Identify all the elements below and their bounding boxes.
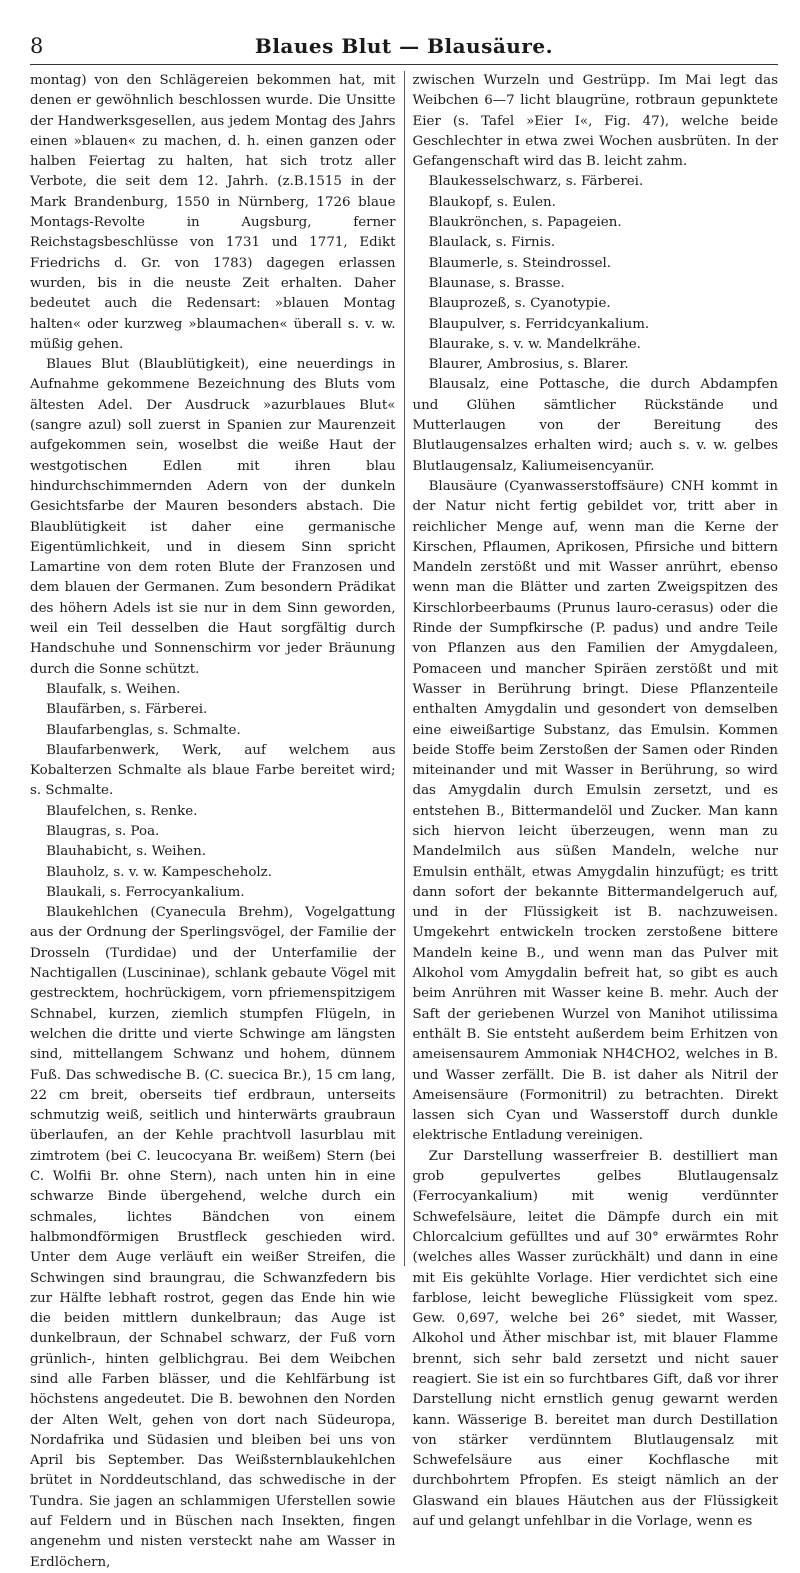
entry-blaufaerben: Blaufärben, s. Färberei. <box>46 702 208 718</box>
entry-blaufarbenglas: Blaufarbenglas, s. Schmalte. <box>46 722 241 738</box>
two-column-body <box>30 71 778 1570</box>
entry-blauprozess: Blauprozeß, s. Cyanotypie. <box>428 296 611 312</box>
entry-blaukehlchen: Blaukehlchen (Cyanecula Brehm), Vogelgattung aus der Ordnung der Sperlingsvögel, der Familie der Drosseln (Turdidae) und der Unterfamilie der Nachtigallen (Luscininae), schlank gebaute Vögel mit gestrecktem, hochrückigem, vorn pfriemenspitzigem Schnabel, kurzen, ziemlich stumpfen Flügeln, in welchen die dritte und vierte Schwinge am längsten sind, mittellangem Schwanz und hohem, dünnem Fuß. Das schwedische B. (C. suecica Br.), 15 cm lang, 22 cm breit, oberseits tief erdbraun, unterseits schmutzig weiß, seitlich und hinterwärts graubraun überlaufen, an der Kehle prachtvoll lasurblau mit zimtrotem (bei C. leucocyana Br. weißem) Stern (bei C. Wolfii Br. ohne Stern), nach unten hin in eine schwarze Binde übergehend, welche durch ein schmales, lichtes Bändchen von einem halbmondförmigen Brustfleck geschieden wird. Unter dem Auge verläuft ein weißer Streifen, die Schwingen sind braungrau, die Schwanzfedern bis zur Hälfte lebhaft rostrot, gegen das Ende hin wie die beiden mittlern dunkelbraun; das Auge ist dunkelbraun, der Schnabel schwarz, der Fuß vorn grünlich-, hinten gelblichgrau. Bei dem Weibchen sind alle Farben blässer, und die Kehlfärbung ist höchstens angedeutet. Die B. bewohnen den Norden der Alten Welt, gehen von dort nach Südeuropa, Nordafrika und Südasien und bleiben bei uns von April bis September. Das Weißsternblaukehlchen brütet in Norddeutschland, das schwedische in der Tundra. Sie jagen an schlammigen Uferstellen sowie auf Feldern und in Büschen nach Insekten, fingen angenehm und nisten versteckt nahe am Wasser in Erdlöchern, <box>30 905 396 1570</box>
entry-blauhabicht: Blauhabicht, s. Weihen. <box>46 844 206 860</box>
entry-blausaeure-darstellung: Zur Darstellung wasserfreier B. destilliert man grob gepulvertes gelbes Blutlaugensalz (Ferrocyankalium) mit wenig verdünnter Schwefelsäure, leitet die Dämpfe durch ein mit Chlorcalcium gefülltes und auf 30° erwärmtes Rohr (welches alles Wasser zurückhält) und dann in eine mit Eis gekühlte Vorlage. Hier verdichtet sich eine farblose, leicht bewegliche Flüssigkeit vom spez. Gew. 0,697, welche bei 26° siedet, mit Wasser, Alkohol und Äther mischbar ist, mit blauer Flamme brennt, sich sehr bald zersetzt und nicht sauer reagiert. Sie ist ein so furchtbares Gift, daß vor ihrer Darstellung nicht ernstlich genug gewarnt werden kann. Wässerige B. bereitet man durch Destillation von stärker verdünntem Blutlaugensalz mit Schwefelsäure aus einer Kochflasche mit durchbohrtem Pfropfen. Es steigt nämlich an der Glaswand ein blaues Häutchen aus der Flüssigkeit auf und gelangt unfehlbar in die Vorlage, wenn es <box>412 1148 778 1530</box>
entry-blaunase: Blaunase, s. Brasse. <box>428 275 565 291</box>
entry-blaufelchen: Blaufelchen, s. Renke. <box>46 803 198 819</box>
entry-continuation: zwischen Wurzeln und Gestrüpp. Im Mai legt das Weibchen 6—7 licht blaugrüne, rotbraun gepunktete Eier (s. Tafel »Eier I«, Fig. 47), welche beide Geschlechter in etwa zwei Wochen ausbrüten. In der Gefangenschaft wird das B. leicht zahm. <box>412 73 778 170</box>
entry-blaufarbenwerk: Blaufarbenwerk, Werk, auf welchem aus Kobalterzen Schmalte als blaue Farbe bereitet wird; s. Schmalte. <box>30 742 396 799</box>
entry-blaupulver: Blaupulver, s. Ferridcyankalium. <box>428 316 650 332</box>
right-column <box>412 71 779 1530</box>
entry-blaukopf: Blaukopf, s. Eulen. <box>428 194 556 210</box>
entry-blaugras: Blaugras, s. Poa. <box>46 823 160 839</box>
entry-blaukroenchen: Blaukrönchen, s. Papageien. <box>428 215 622 231</box>
entry-blaulack: Blaulack, s. Firnis. <box>428 235 556 251</box>
left-column <box>30 71 396 1570</box>
entry-continuation: montag) von den Schlägereien bekommen hat, mit denen er gewöhnlich beschlossen wurde. Die Unsitte der Handwerksgesellen, aus jedem Montag des Jahrs einen »blauen« zu machen, d. h. einen ganzen oder halben Feiertag zu halten, hat sich trotz aller Verbote, die seit dem 12. Jahrh. (z.B.1515 in der Mark Brandenburg, 1550 in Nürnberg, 1726 blaue Montags-Revolte in Augsburg, ferner Reichstagsbeschlüsse von 1731 und 1771, Edikt Friedrichs d. Gr. von 1783) dagegen erlassen wurden, bis in die neuste Zeit erhalten. Daher bedeutet auch die Redensart: »blauen Montag halten« oder kurzweg »blaumachen« überall s. v. w. müßig gehen. <box>30 73 396 352</box>
entry-blausalz: Blausalz, eine Pottasche, die durch Abdampfen und Glühen sämtlicher Rückstände und Mutterlaugen von der Bereitung des Blutlaugensalzes erhalten wird; auch s. v. w. gelbes Blutlaugensalz, Kaliumeisencyanür. <box>412 377 778 474</box>
entry-blaurake: Blaurake, s. v. w. Mandelkrähe. <box>428 336 641 352</box>
entry-blaurer: Blaurer, Ambrosius, s. Blarer. <box>428 357 629 373</box>
entry-blaukesselschwarz: Blaukesselschwarz, s. Färberei. <box>428 174 644 190</box>
page-header <box>30 26 778 65</box>
entry-blaukali: Blaukali, s. Ferrocyankalium. <box>46 884 245 900</box>
column-divider <box>404 71 405 1266</box>
running-title: Blaues Blut — Blausäure. <box>254 34 554 58</box>
entry-blaumerle: Blaumerle, s. Steindrossel. <box>428 255 612 271</box>
entry-blauholz: Blauholz, s. v. w. Kampescheholz. <box>46 864 272 880</box>
entry-blausaeure: Blausäure (Cyanwasserstoffsäure) CNH kommt in der Natur nicht fertig gebildet vor, tritt aber in reichlicher Menge auf, wenn man die Kerne der Kirschen, Pflaumen, Aprikosen, Pfirsiche und bittern Mandeln zerstößt und mit Wasser anrührt, ebenso wenn man die Blätter und zarten Zweigspitzen des Kirschlorbeerbaums (Prunus lauro-cerasus) oder die Rinde der Sumpfkirsche (P. padus) und andre Teile von Pflanzen aus den Familien der Amygdaleen, Pomaceen und mancher Spiräen zerstößt und mit Wasser in Berührung bringt. Diese Pflanzenteile enthalten Amygdalin und gesondert von demselben eine eiweißartige Substanz, das Emulsin. Kommen beide Stoffe beim Zerstoßen der Samen oder Rinden miteinander und mit Wasser in Berührung, so wird das Amygdalin durch Emulsin zersetzt, und es entstehen B., Bittermandelöl und Zucker. Man kann sich hiervon leicht überzeugen, wenn man zu Mandelmilch aus süßen Mandeln, welche nur Emulsin enthält, etwas Amygdalin hinzufügt; es tritt dann sofort der bekannte Bittermandelgeruch auf, und in der Flüssigkeit ist B. nachzuweisen. Umgekehrt entwickeln trocken zerstoßene bittere Mandeln keine B., und wenn man das Pulver mit Alkohol vom Amygdalin befreit hat, so gibt es auch beim Anrühren mit Wasser keine B. mehr. Auch der Saft der geriebenen Wurzel von Manihot utilissima enthält B. Sie entsteht außerdem beim Erhitzen von ameisensaurem Ammoniak NH4CHO2, welches in B. und Wasser zerfällt. Die B. ist daher als Nitril der Ameisensäure (Formonitril) zu betrachten. Direkt lassen sich Cyan und Wasserstoff durch dunkle elektrische Entladung vereinigen. <box>412 478 778 1144</box>
page-number: 8 <box>30 34 44 58</box>
entry-blaues-blut: Blaues Blut (Blaublütigkeit), eine neuerdings in Aufnahme gekommene Bezeichnung des Bluts vom ältesten Adel. Der Ausdruck »azurblaues Blut« (sangre azul) soll zuerst in Spanien zur Maurenzeit aufgekommen sein, woselbst die weiße Haut der westgotischen Edlen mit ihren blau hindurchschimmernden Adern von der dunkeln Gesichtsfarbe der Mauren besonders abstach. Die Blaublütigkeit ist daher eine germanische Eigentümlichkeit, und in diesem Sinn spricht Lamartine von dem roten Blute der Franzosen und dem blauen der Germanen. Zum besondern Prädikat des höhern Adels ist sie nur in dem Sinn geworden, weil ein Teil desselben die Haut sorgfältig durch Handschuhe und Sonnenschirm vor jeder Bräunung durch die Sonne schützt. <box>30 357 396 677</box>
entry-blaufalk: Blaufalk, s. Weihen. <box>46 681 181 697</box>
